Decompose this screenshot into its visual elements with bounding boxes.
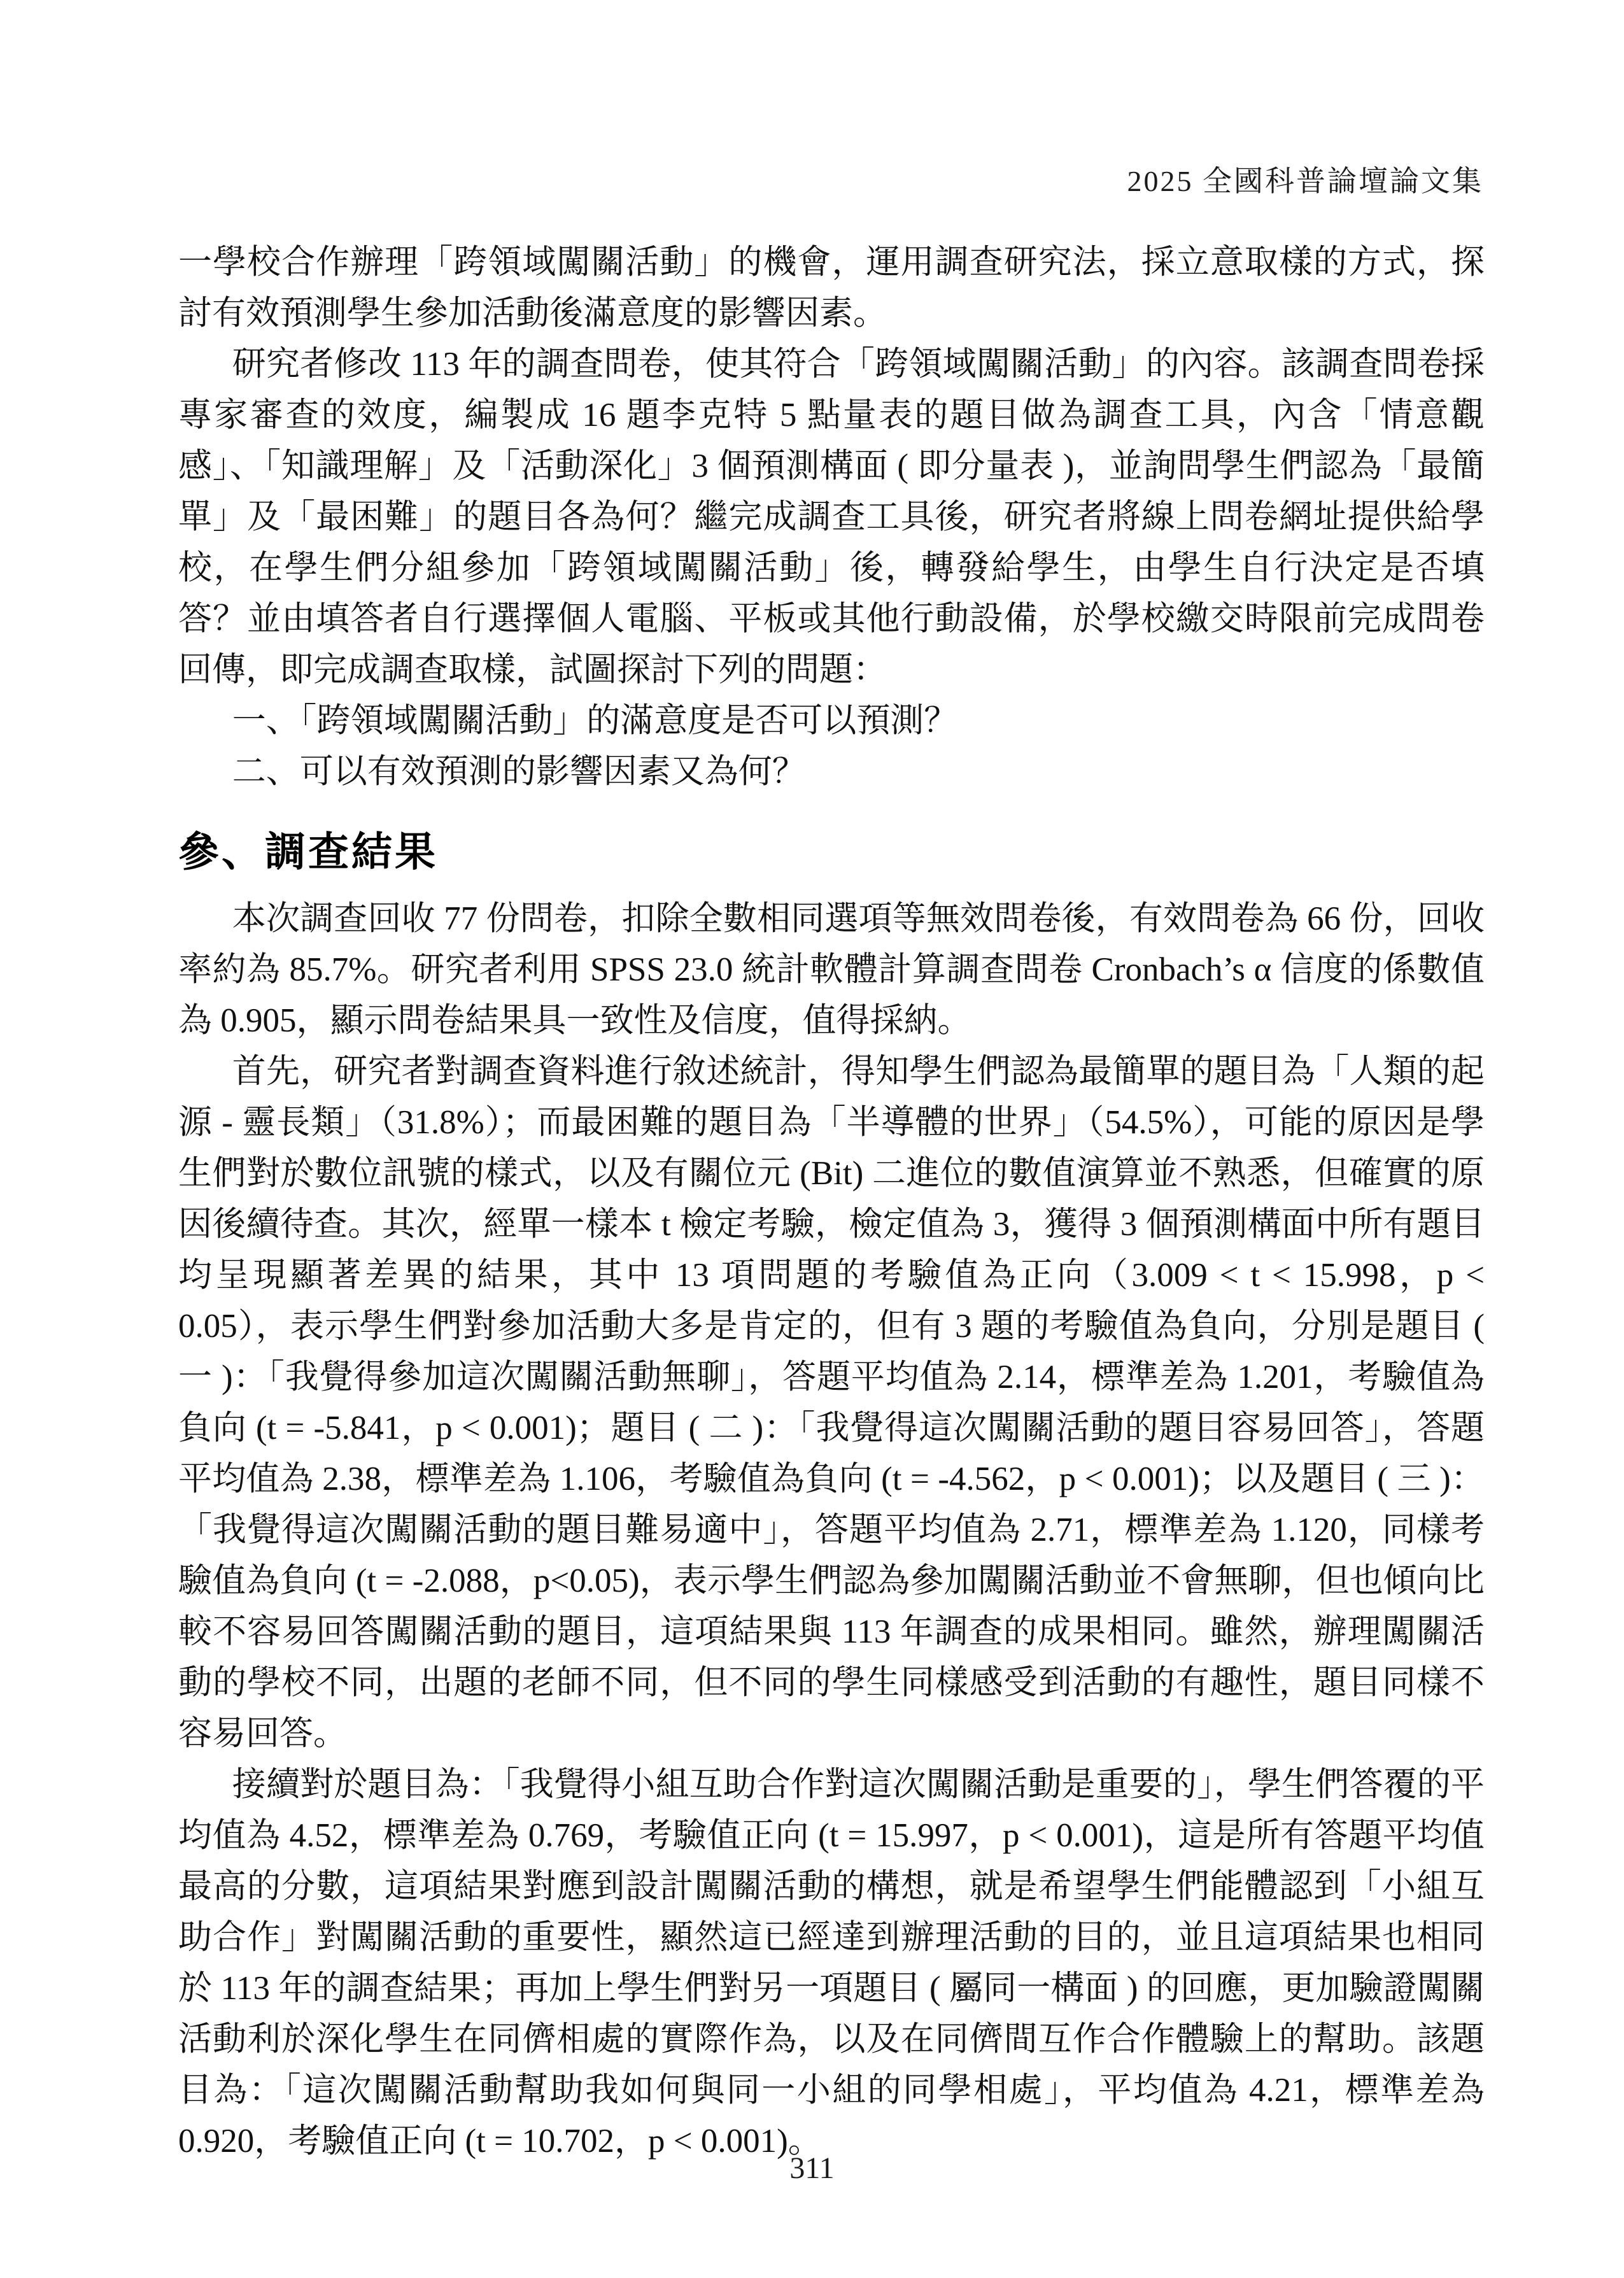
- paragraph-response-rate: 本次調查回收 77 份問卷，扣除全數相同選項等無效問卷後，有效問卷為 66 份，回收率約為 85.7%。研究者利用 SPSS 23.0 統計軟體計算調查問卷 Cronbach’s α 信度的係數值為 0.905，顯示問卷結果具一致性及信度，值得採納。: [178, 900, 1485, 1039]
- paragraph-continuation: 一學校合作辦理「跨領域闖關活動」的機會，運用調查研究法，採立意取樣的方式，探討有效預測學生參加活動後滿意度的影響因素。: [178, 244, 1485, 332]
- page-body: [178, 237, 1485, 2167]
- paragraph-descriptive-statistics: 首先，研究者對調查資料進行敘述統計，得知學生們認為最簡單的題目為「人類的起源 - 靈長類」（31.8%）；而最困難的題目為「半導體的世界」（54.5%），可能的原因是學生們對於數位訊號的樣式，以及有關位元 (Bit) 二進位的數值演算並不熟悉，但確實的原因後續待查。其次，經單一樣本 t 檢定考驗，檢定值為 3，獲得 3 個預測構面中所有題目均呈現顯著差異的結果，其中 13 項問題的考驗值為正向（3.009 < t < 15.998，p < 0.05），表示學生們對參加活動大多是肯定的，但有 3 題的考驗值為負向，分別是題目 ( 一 )：「我覺得參加這次闖關活動無聊」，答題平均值為 2.14，標準差為 1.201，考驗值為負向 (t = -5.841，p < 0.001)；題目 ( 二 )：「我覺得這次闖關活動的題目容易回答」，答題平均值為 2.38，標準差為 1.106，考驗值為負向 (t = -4.562，p < 0.001)；以及題目 ( 三 )：「我覺得這次闖關活動的題目難易適中」，答題平均值為 2.71，標準差為 1.120，同樣考驗值為負向 (t = -2.088，p<0.05)，表示學生們認為參加闖關活動並不會無聊，但也傾向比較不容易回答闖關活動的題目，這項結果與 113 年調查的成果相同。雖然，辦理闖關活動的學校不同，出題的老師不同，但不同的學生同樣感受到活動的有趣性，題目同樣不容易回答。: [178, 1053, 1485, 1752]
- research-question-1: 一、「跨領域闖關活動」的滿意度是否可以預測？: [232, 702, 958, 739]
- research-question-2: 二、可以有效預測的影響因素又為何？: [232, 753, 806, 790]
- paragraph-cooperation-item: 接續對於題目為：「我覺得小組互助合作對這次闖關活動是重要的」，學生們答覆的平均值為 4.52，標準差為 0.769，考驗值正向 (t = 15.997，p < 0.001)，這是所有答題平均值最高的分數，這項結果對應到設計闖關活動的構想，就是希望學生們能體認到「小組互助合作」對闖關活動的重要性，顯然這已經達到辦理活動的目的，並且這項結果也相同於 113 年的調查結果；再加上學生們對另一項題目 ( 屬同一構面 ) 的回應，更加驗證闖關活動利於深化學生在同儕相處的實際作為，以及在同儕間互作合作體驗上的幫助。該題目為：「這次闖關活動幫助我如何與同一小組的同學相處」，平均值為 4.21，標準差為 0.920，考驗值正向 (t = 10.702，p < 0.001)。: [178, 1766, 1485, 2160]
- section-heading-survey-results: 參、調查結果: [178, 830, 438, 875]
- paragraph-survey-method: 研究者修改 113 年的調查問卷，使其符合「跨領域闖關活動」的內容。該調查問卷採專家審查的效度，編製成 16 題李克特 5 點量表的題目做為調查工具，內含「情意觀感」、「知識理解」及「活動深化」3 個預測構面 ( 即分量表 )，並詢問學生們認為「最簡單」及「最困難」的題目各為何？繼完成調查工具後，研究者將線上問卷網址提供給學校，在學生們分組參加「跨領域闖關活動」後，轉發給學生，由學生自行決定是否填答？並由填答者自行選擇個人電腦、平板或其他行動設備，於學校繳交時限前完成問卷回傳，即完成調查取樣，試圖探討下列的問題：: [178, 346, 1485, 688]
- page-number: 311: [789, 2151, 835, 2185]
- running-header: 2025 全國科普論壇論文集: [1127, 165, 1483, 197]
